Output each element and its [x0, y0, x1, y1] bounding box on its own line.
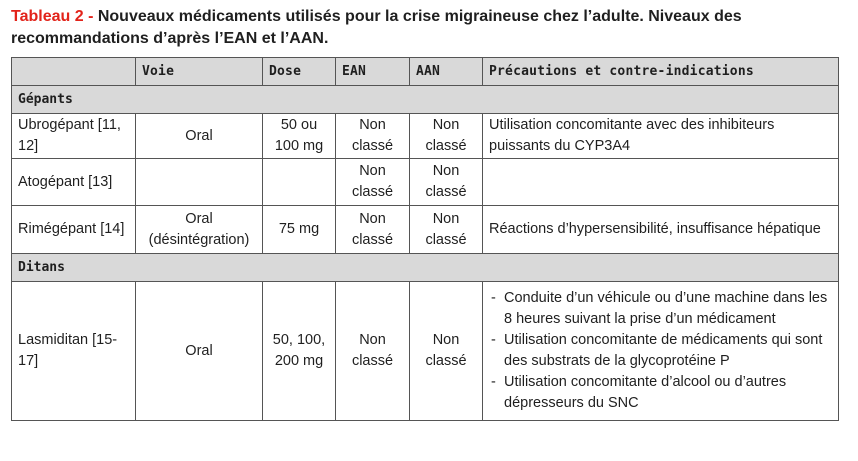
ean-cell: Non classé: [336, 282, 410, 421]
table-row: [12, 282, 839, 421]
drug-name: Rimégépant [14]: [12, 206, 136, 254]
header-aan: AAN: [410, 58, 483, 86]
dose-cell: 50, 100, 200 mg: [263, 282, 336, 421]
header-dose: Dose: [263, 58, 336, 86]
section-row-ditans: [12, 254, 839, 282]
list-item: - Utilisation concomitante de médicaments qui sont des substrats de la glycoprotéine P: [489, 330, 832, 372]
section-label-gepants: Gépants: [12, 86, 839, 114]
table-number: Tableau 2 -: [11, 8, 94, 25]
aan-cell: Non classé: [410, 114, 483, 159]
drug-table: [11, 57, 839, 421]
precautions-cell: Utilisation concomitante avec des inhibiteurs puissants du CYP3A4: [483, 114, 839, 159]
header-ean: EAN: [336, 58, 410, 86]
drug-name: Ubrogépant [11, 12]: [12, 114, 136, 159]
aan-cell: Non classé: [410, 206, 483, 254]
aan-cell: Non classé: [410, 282, 483, 421]
header-route: Voie: [136, 58, 263, 86]
precautions-cell: [483, 159, 839, 206]
aan-cell: Non classé: [410, 159, 483, 206]
caption-text: Nouveaux médicaments utilisés pour la crise migraineuse chez l’adulte. Niveaux des recommandations d’après l’EAN et l’AAN.: [11, 8, 742, 47]
route-cell: [136, 159, 263, 206]
section-label-ditans: Ditans: [12, 254, 839, 282]
dose-cell: 50 ou 100 mg: [263, 114, 336, 159]
ean-cell: Non classé: [336, 114, 410, 159]
precautions-cell: Réactions d’hypersensibilité, insuffisance hépatique: [483, 206, 839, 254]
list-item: - Conduite d’un véhicule ou d’une machine dans les 8 heures suivant la prise d’un médicament: [489, 288, 832, 330]
header-row: [12, 58, 839, 86]
section-row-gepants: [12, 86, 839, 114]
drug-name: Lasmiditan [15-17]: [12, 282, 136, 421]
table-row: [12, 206, 839, 254]
drug-name: Atogépant [13]: [12, 159, 136, 206]
table-row: [12, 114, 839, 159]
table-row: [12, 159, 839, 206]
precautions-list: [489, 288, 832, 414]
dose-cell: 75 mg: [263, 206, 336, 254]
route-cell: Oral (désintégration): [136, 206, 263, 254]
precautions-cell: [483, 282, 839, 421]
list-item: - Utilisation concomitante d’alcool ou d’autres dépresseurs du SNC: [489, 372, 832, 414]
route-cell: Oral: [136, 282, 263, 421]
header-drug: [12, 58, 136, 86]
ean-cell: Non classé: [336, 159, 410, 206]
header-precautions: Précautions et contre-indications: [483, 58, 839, 86]
ean-cell: Non classé: [336, 206, 410, 254]
route-cell: Oral: [136, 114, 263, 159]
dose-cell: [263, 159, 336, 206]
table-caption: [11, 6, 847, 50]
